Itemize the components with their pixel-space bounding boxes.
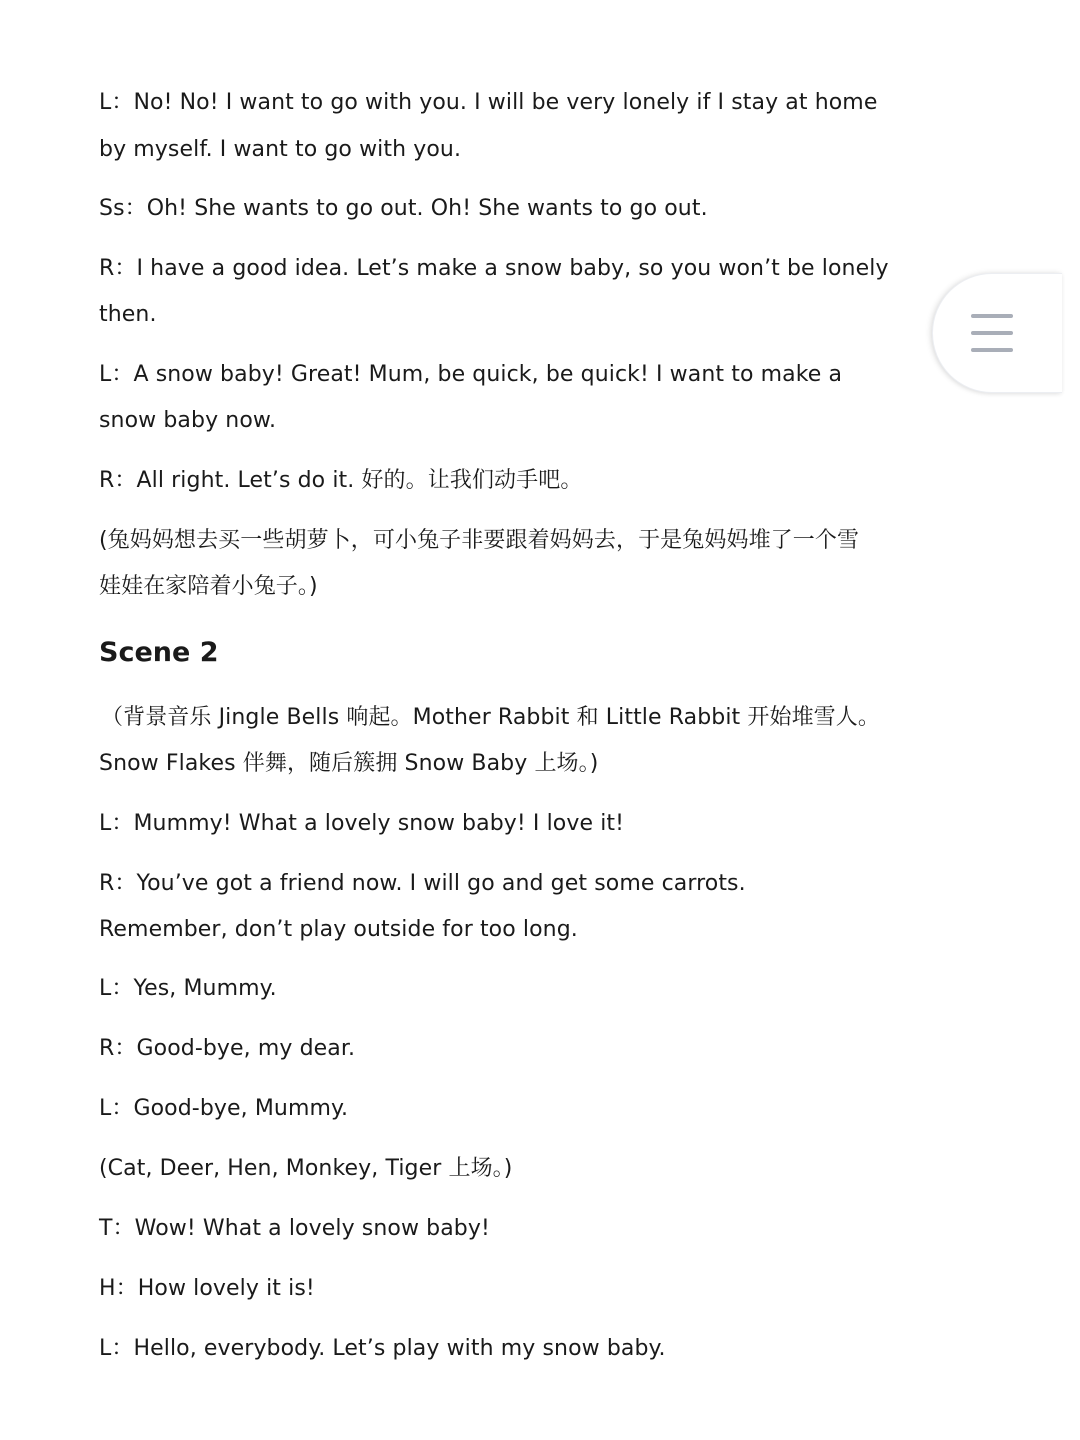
dialogue-line: Ss：Oh! She wants to go out. Oh! She wants to go out. <box>99 196 708 221</box>
dialogue-line: T：Wow! What a lovely snow baby! <box>99 1216 490 1241</box>
hamburger-menu-icon <box>971 314 1013 352</box>
floating-menu-button[interactable] <box>932 273 1062 393</box>
dialogue-line: snow baby now. <box>99 408 277 433</box>
dialogue-line: H：How lovely it is! <box>99 1276 315 1301</box>
dialogue-line: L：Hello, everybody. Let’s play with my snow baby. <box>99 1336 666 1361</box>
stage-direction: 娃娃在家陪着小兔子。) <box>99 574 318 599</box>
dialogue-line: Remember, don’t play outside for too long. <box>99 917 578 942</box>
dialogue-line: L：Mummy! What a lovely snow baby! I love it! <box>99 811 625 836</box>
dialogue-line: R：I have a good idea. Let’s make a snow baby, so you won’t be lonely <box>99 256 889 281</box>
dialogue-line: L：Yes, Mummy. <box>99 976 277 1001</box>
dialogue-line: L：No! No! I want to go with you. I will be very lonely if I stay at home <box>99 90 878 115</box>
scene-heading: Scene 2 <box>99 637 219 668</box>
dialogue-line: R：All right. Let’s do it. 好的。让我们动手吧。 <box>99 468 583 493</box>
stage-direction: Snow Flakes 伴舞，随后簇拥 Snow Baby 上场。) <box>99 751 599 776</box>
dialogue-line: L：A snow baby! Great! Mum, be quick, be quick! I want to make a <box>99 362 843 387</box>
dialogue-line: R：Good-bye, my dear. <box>99 1036 356 1061</box>
stage-direction: (Cat, Deer, Hen, Monkey, Tiger 上场。) <box>99 1156 513 1181</box>
dialogue-line: then. <box>99 302 157 327</box>
stage-direction: （背景音乐 Jingle Bells 响起。Mother Rabbit 和 Little Rabbit 开始堆雪人。 <box>101 705 880 730</box>
dialogue-line: R：You’ve got a friend now. I will go and get some carrots. <box>99 871 746 896</box>
dialogue-line: L：Good-bye, Mummy. <box>99 1096 349 1121</box>
stage-direction: (兔妈妈想去买一些胡萝卜，可小兔子非要跟着妈妈去，于是兔妈妈堆了一个雪 <box>99 528 860 553</box>
dialogue-line: by myself. I want to go with you. <box>99 137 462 162</box>
